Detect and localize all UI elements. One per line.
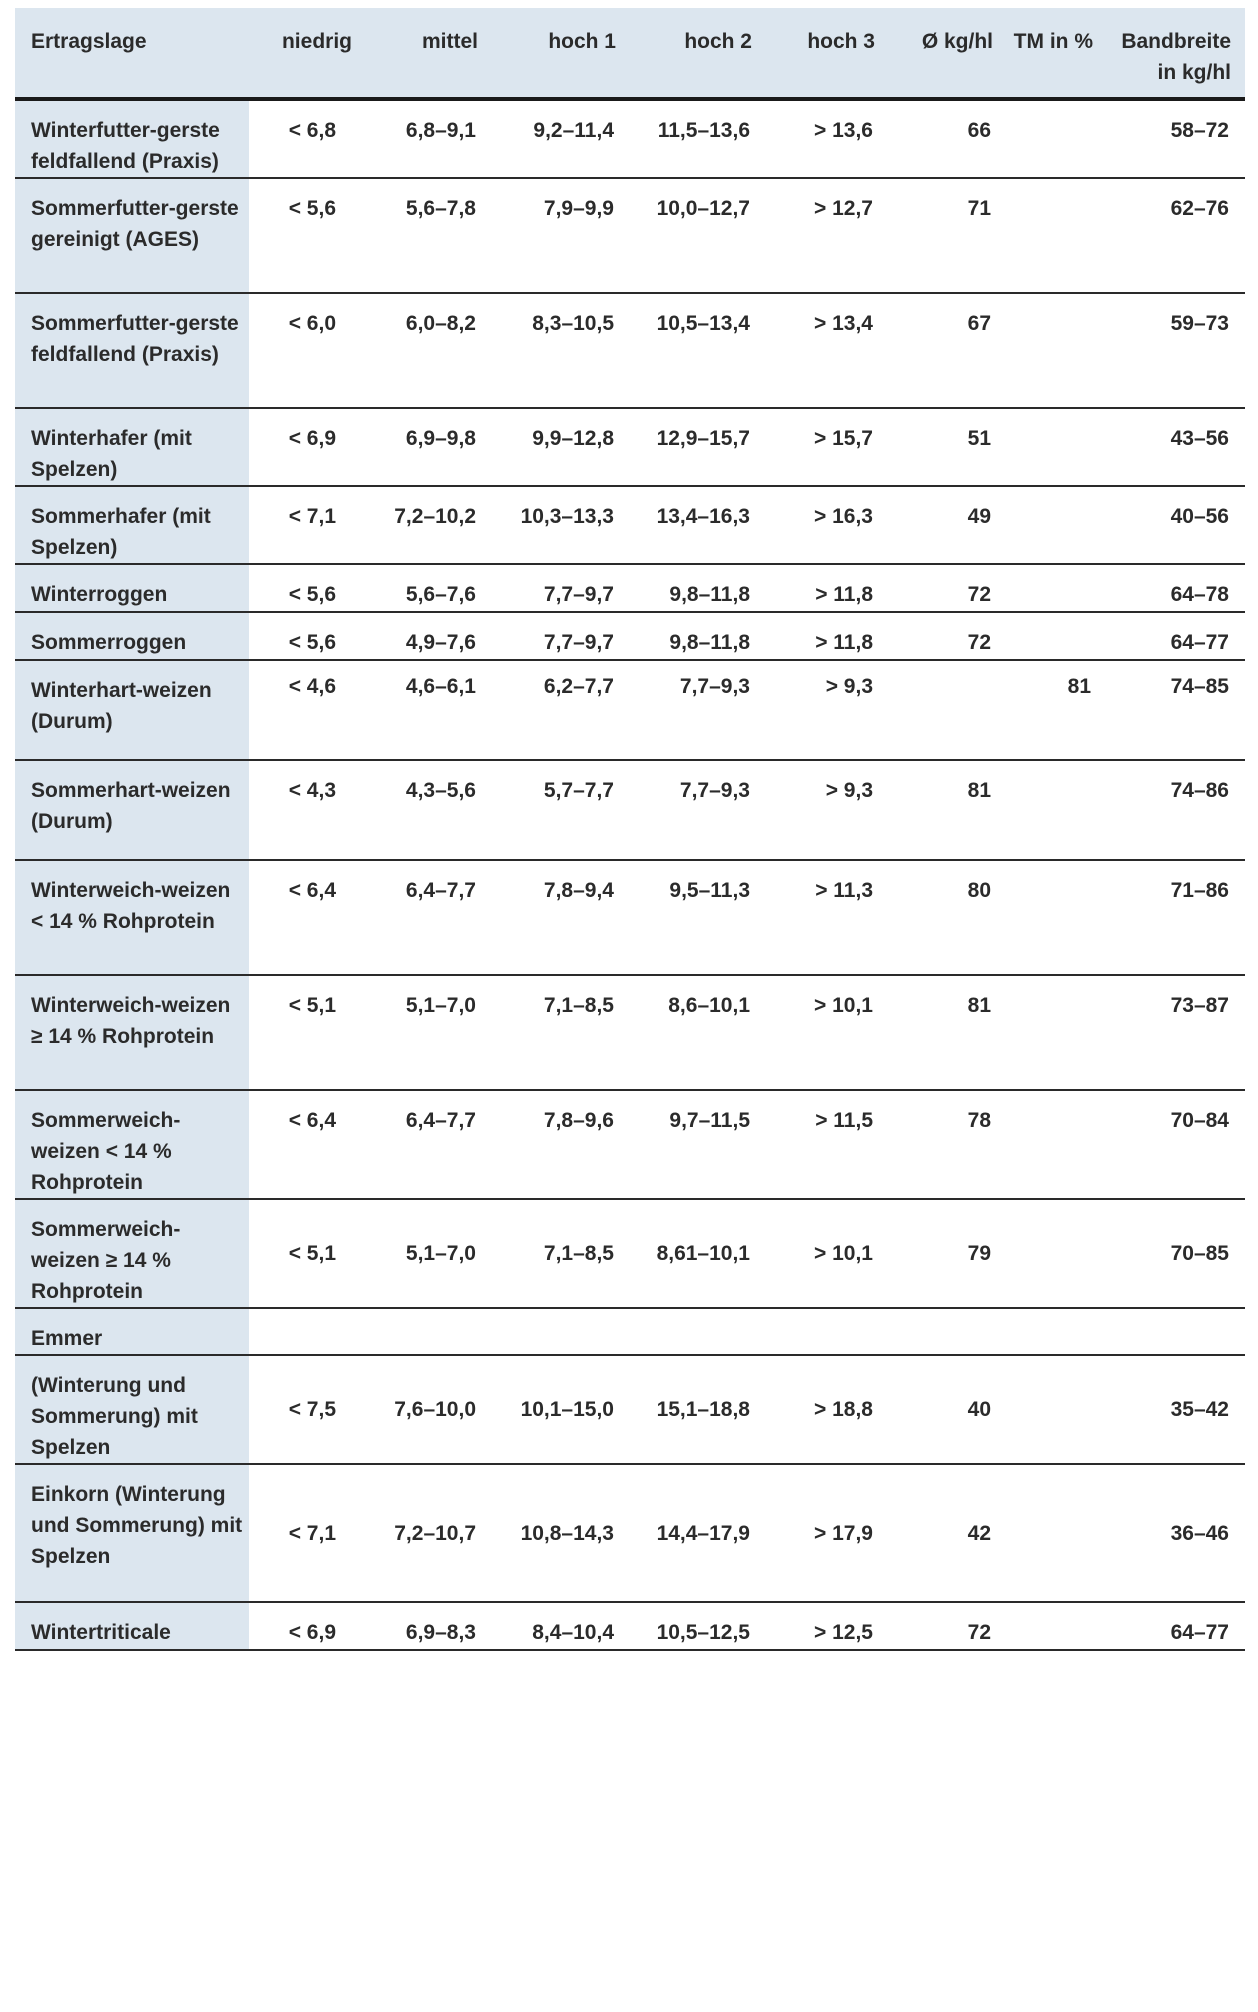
row-label: Sommerfutter-gerste gereinigt (AGES)	[15, 178, 249, 293]
table-row	[15, 1199, 1245, 1308]
table-row	[15, 1602, 1245, 1650]
cell-tm-percent	[1007, 860, 1107, 975]
cell-bandbreite: 71–86	[1107, 860, 1245, 975]
header-ertragslage: Ertragslage	[15, 8, 249, 99]
cell-niedrig: < 6,0	[249, 293, 360, 408]
cell-hoch-2: 14,4–17,9	[630, 1464, 766, 1602]
cell-hoch-2: 8,61–10,1	[630, 1199, 766, 1308]
cell-niedrig: < 6,9	[249, 408, 360, 486]
table-row	[15, 760, 1245, 860]
cell-hoch-1: 9,9–12,8	[492, 408, 630, 486]
table-body	[15, 99, 1245, 1650]
cell-avg-kg-hl: 81	[889, 975, 1007, 1090]
cell-hoch-1	[492, 1308, 630, 1355]
cell-hoch-2: 11,5–13,6	[630, 99, 766, 178]
yield-table	[15, 8, 1245, 1651]
cell-tm-percent	[1007, 1308, 1107, 1355]
cell-hoch-3: > 12,7	[766, 178, 889, 293]
cell-bandbreite: 40–56	[1107, 486, 1245, 564]
cell-hoch-3	[766, 1308, 889, 1355]
cell-hoch-2: 9,5–11,3	[630, 860, 766, 975]
cell-tm-percent	[1007, 760, 1107, 860]
cell-niedrig: < 5,1	[249, 975, 360, 1090]
cell-hoch-3: > 10,1	[766, 1199, 889, 1308]
cell-mittel	[360, 1308, 492, 1355]
cell-bandbreite: 58–72	[1107, 99, 1245, 178]
table-row	[15, 1355, 1245, 1464]
cell-tm-percent	[1007, 408, 1107, 486]
table-row	[15, 486, 1245, 564]
cell-hoch-2: 13,4–16,3	[630, 486, 766, 564]
cell-avg-kg-hl: 78	[889, 1090, 1007, 1199]
cell-niedrig: < 7,1	[249, 486, 360, 564]
cell-hoch-2: 10,0–12,7	[630, 178, 766, 293]
cell-tm-percent	[1007, 1199, 1107, 1308]
cell-mittel: 6,0–8,2	[360, 293, 492, 408]
cell-tm-percent	[1007, 99, 1107, 178]
cell-tm-percent	[1007, 1090, 1107, 1199]
cell-avg-kg-hl: 42	[889, 1464, 1007, 1602]
cell-bandbreite: 70–85	[1107, 1199, 1245, 1308]
cell-niedrig: < 6,4	[249, 1090, 360, 1199]
cell-mittel: 4,3–5,6	[360, 760, 492, 860]
cell-hoch-2: 8,6–10,1	[630, 975, 766, 1090]
row-label: Sommerweich-weizen ≥ 14 % Rohprotein	[15, 1199, 249, 1308]
cell-hoch-1: 7,7–9,7	[492, 564, 630, 612]
cell-avg-kg-hl: 40	[889, 1355, 1007, 1464]
cell-hoch-3: > 18,8	[766, 1355, 889, 1464]
cell-mittel: 7,2–10,7	[360, 1464, 492, 1602]
cell-tm-percent	[1007, 293, 1107, 408]
header-hoch-3: hoch 3	[766, 8, 889, 99]
cell-bandbreite: 59–73	[1107, 293, 1245, 408]
cell-mittel: 6,9–8,3	[360, 1602, 492, 1650]
cell-bandbreite	[1107, 1308, 1245, 1355]
row-label: Winterweich-weizen < 14 % Rohprotein	[15, 860, 249, 975]
cell-mittel: 6,4–7,7	[360, 1090, 492, 1199]
table-row	[15, 660, 1245, 760]
cell-tm-percent	[1007, 178, 1107, 293]
header-hoch-2: hoch 2	[630, 8, 766, 99]
row-label: Wintertriticale	[15, 1602, 249, 1650]
cell-bandbreite: 74–86	[1107, 760, 1245, 860]
cell-hoch-1: 6,2–7,7	[492, 660, 630, 760]
cell-avg-kg-hl: 72	[889, 564, 1007, 612]
cell-hoch-3: > 10,1	[766, 975, 889, 1090]
cell-niedrig: < 6,9	[249, 1602, 360, 1650]
cell-avg-kg-hl	[889, 660, 1007, 760]
cell-bandbreite: 35–42	[1107, 1355, 1245, 1464]
cell-mittel: 4,6–6,1	[360, 660, 492, 760]
cell-avg-kg-hl: 66	[889, 99, 1007, 178]
cell-hoch-1: 10,1–15,0	[492, 1355, 630, 1464]
cell-bandbreite: 64–77	[1107, 1602, 1245, 1650]
table-header	[15, 8, 1245, 99]
table-row	[15, 975, 1245, 1090]
row-label: Sommerhafer (mit Spelzen)	[15, 486, 249, 564]
cell-hoch-2: 9,8–11,8	[630, 612, 766, 660]
cell-avg-kg-hl: 71	[889, 178, 1007, 293]
cell-hoch-2: 9,8–11,8	[630, 564, 766, 612]
header-niedrig: niedrig	[249, 8, 360, 99]
cell-tm-percent	[1007, 975, 1107, 1090]
table-row	[15, 293, 1245, 408]
cell-hoch-1: 9,2–11,4	[492, 99, 630, 178]
cell-bandbreite: 74–85	[1107, 660, 1245, 760]
header-hoch-1: hoch 1	[492, 8, 630, 99]
cell-hoch-2: 10,5–12,5	[630, 1602, 766, 1650]
row-label: Winterfutter-gerste feldfallend (Praxis)	[15, 99, 249, 178]
table-row	[15, 612, 1245, 660]
cell-hoch-1: 7,9–9,9	[492, 178, 630, 293]
cell-mittel: 5,6–7,8	[360, 178, 492, 293]
row-label: Winterroggen	[15, 564, 249, 612]
cell-tm-percent	[1007, 486, 1107, 564]
cell-mittel: 6,8–9,1	[360, 99, 492, 178]
table-row	[15, 99, 1245, 178]
table-row	[15, 178, 1245, 293]
row-label: Sommerroggen	[15, 612, 249, 660]
cell-hoch-3: > 16,3	[766, 486, 889, 564]
cell-hoch-3: > 11,3	[766, 860, 889, 975]
cell-hoch-1: 7,1–8,5	[492, 975, 630, 1090]
cell-bandbreite: 43–56	[1107, 408, 1245, 486]
cell-hoch-3: > 12,5	[766, 1602, 889, 1650]
cell-niedrig: < 6,4	[249, 860, 360, 975]
header-avg-kg-hl: Ø kg/hl	[889, 8, 1007, 99]
table-row	[15, 1090, 1245, 1199]
cell-tm-percent	[1007, 1355, 1107, 1464]
cell-bandbreite: 73–87	[1107, 975, 1245, 1090]
table-row	[15, 860, 1245, 975]
cell-avg-kg-hl: 81	[889, 760, 1007, 860]
cell-avg-kg-hl: 79	[889, 1199, 1007, 1308]
row-label: Sommerhart-weizen (Durum)	[15, 760, 249, 860]
cell-hoch-3: > 15,7	[766, 408, 889, 486]
cell-avg-kg-hl	[889, 1308, 1007, 1355]
cell-bandbreite: 36–46	[1107, 1464, 1245, 1602]
cell-avg-kg-hl: 72	[889, 612, 1007, 660]
cell-hoch-3: > 17,9	[766, 1464, 889, 1602]
cell-bandbreite: 70–84	[1107, 1090, 1245, 1199]
cell-hoch-1: 7,8–9,6	[492, 1090, 630, 1199]
cell-hoch-2: 15,1–18,8	[630, 1355, 766, 1464]
cell-hoch-2: 10,5–13,4	[630, 293, 766, 408]
cell-tm-percent	[1007, 564, 1107, 612]
cell-niedrig: < 5,1	[249, 1199, 360, 1308]
cell-avg-kg-hl: 49	[889, 486, 1007, 564]
cell-niedrig: < 5,6	[249, 178, 360, 293]
cell-hoch-1: 7,8–9,4	[492, 860, 630, 975]
table-row	[15, 408, 1245, 486]
cell-hoch-1: 7,1–8,5	[492, 1199, 630, 1308]
cell-hoch-2: 9,7–11,5	[630, 1090, 766, 1199]
row-label: Emmer	[15, 1308, 249, 1355]
yield-table-sheet	[15, 8, 1245, 1651]
cell-mittel: 6,9–9,8	[360, 408, 492, 486]
cell-mittel: 5,6–7,6	[360, 564, 492, 612]
cell-mittel: 4,9–7,6	[360, 612, 492, 660]
cell-hoch-3: > 9,3	[766, 760, 889, 860]
cell-hoch-1: 10,8–14,3	[492, 1464, 630, 1602]
cell-hoch-1: 10,3–13,3	[492, 486, 630, 564]
cell-niedrig	[249, 1308, 360, 1355]
cell-hoch-3: > 9,3	[766, 660, 889, 760]
cell-hoch-2: 12,9–15,7	[630, 408, 766, 486]
cell-tm-percent	[1007, 1602, 1107, 1650]
cell-avg-kg-hl: 51	[889, 408, 1007, 486]
cell-avg-kg-hl: 80	[889, 860, 1007, 975]
cell-bandbreite: 64–77	[1107, 612, 1245, 660]
row-label: Winterhafer (mit Spelzen)	[15, 408, 249, 486]
table-row	[15, 564, 1245, 612]
cell-mittel: 7,6–10,0	[360, 1355, 492, 1464]
cell-tm-percent	[1007, 612, 1107, 660]
cell-hoch-3: > 11,8	[766, 564, 889, 612]
cell-niedrig: < 7,5	[249, 1355, 360, 1464]
cell-tm-percent	[1007, 1464, 1107, 1602]
row-label: (Winterung und Sommerung) mit Spelzen	[15, 1355, 249, 1464]
cell-tm-percent: 81	[1007, 660, 1107, 760]
cell-niedrig: < 6,8	[249, 99, 360, 178]
cell-bandbreite: 64–78	[1107, 564, 1245, 612]
cell-hoch-3: > 11,5	[766, 1090, 889, 1199]
cell-hoch-1: 7,7–9,7	[492, 612, 630, 660]
header-tm-percent: TM in %	[1007, 8, 1107, 99]
cell-hoch-3: > 13,6	[766, 99, 889, 178]
cell-niedrig: < 7,1	[249, 1464, 360, 1602]
row-label: Sommerweich-weizen < 14 % Rohprotein	[15, 1090, 249, 1199]
row-label: Winterweich-weizen ≥ 14 % Rohprotein	[15, 975, 249, 1090]
cell-bandbreite: 62–76	[1107, 178, 1245, 293]
row-label: Sommerfutter-gerste feldfallend (Praxis)	[15, 293, 249, 408]
row-label: Einkorn (Winterung und Sommerung) mit Spelzen	[15, 1464, 249, 1602]
cell-hoch-1: 8,3–10,5	[492, 293, 630, 408]
cell-niedrig: < 4,6	[249, 660, 360, 760]
cell-hoch-1: 5,7–7,7	[492, 760, 630, 860]
cell-hoch-1: 8,4–10,4	[492, 1602, 630, 1650]
cell-mittel: 5,1–7,0	[360, 975, 492, 1090]
header-row	[15, 8, 1245, 99]
table-row	[15, 1308, 1245, 1355]
cell-mittel: 7,2–10,2	[360, 486, 492, 564]
cell-niedrig: < 5,6	[249, 564, 360, 612]
cell-hoch-3: > 11,8	[766, 612, 889, 660]
cell-mittel: 6,4–7,7	[360, 860, 492, 975]
cell-avg-kg-hl: 67	[889, 293, 1007, 408]
cell-hoch-2: 7,7–9,3	[630, 760, 766, 860]
cell-niedrig: < 4,3	[249, 760, 360, 860]
cell-niedrig: < 5,6	[249, 612, 360, 660]
row-label: Winterhart-weizen (Durum)	[15, 660, 249, 760]
header-bandbreite: Bandbreite in kg/hl	[1107, 8, 1245, 99]
cell-hoch-2: 7,7–9,3	[630, 660, 766, 760]
cell-mittel: 5,1–7,0	[360, 1199, 492, 1308]
table-row	[15, 1464, 1245, 1602]
cell-hoch-3: > 13,4	[766, 293, 889, 408]
cell-avg-kg-hl: 72	[889, 1602, 1007, 1650]
header-mittel: mittel	[360, 8, 492, 99]
cell-hoch-2	[630, 1308, 766, 1355]
